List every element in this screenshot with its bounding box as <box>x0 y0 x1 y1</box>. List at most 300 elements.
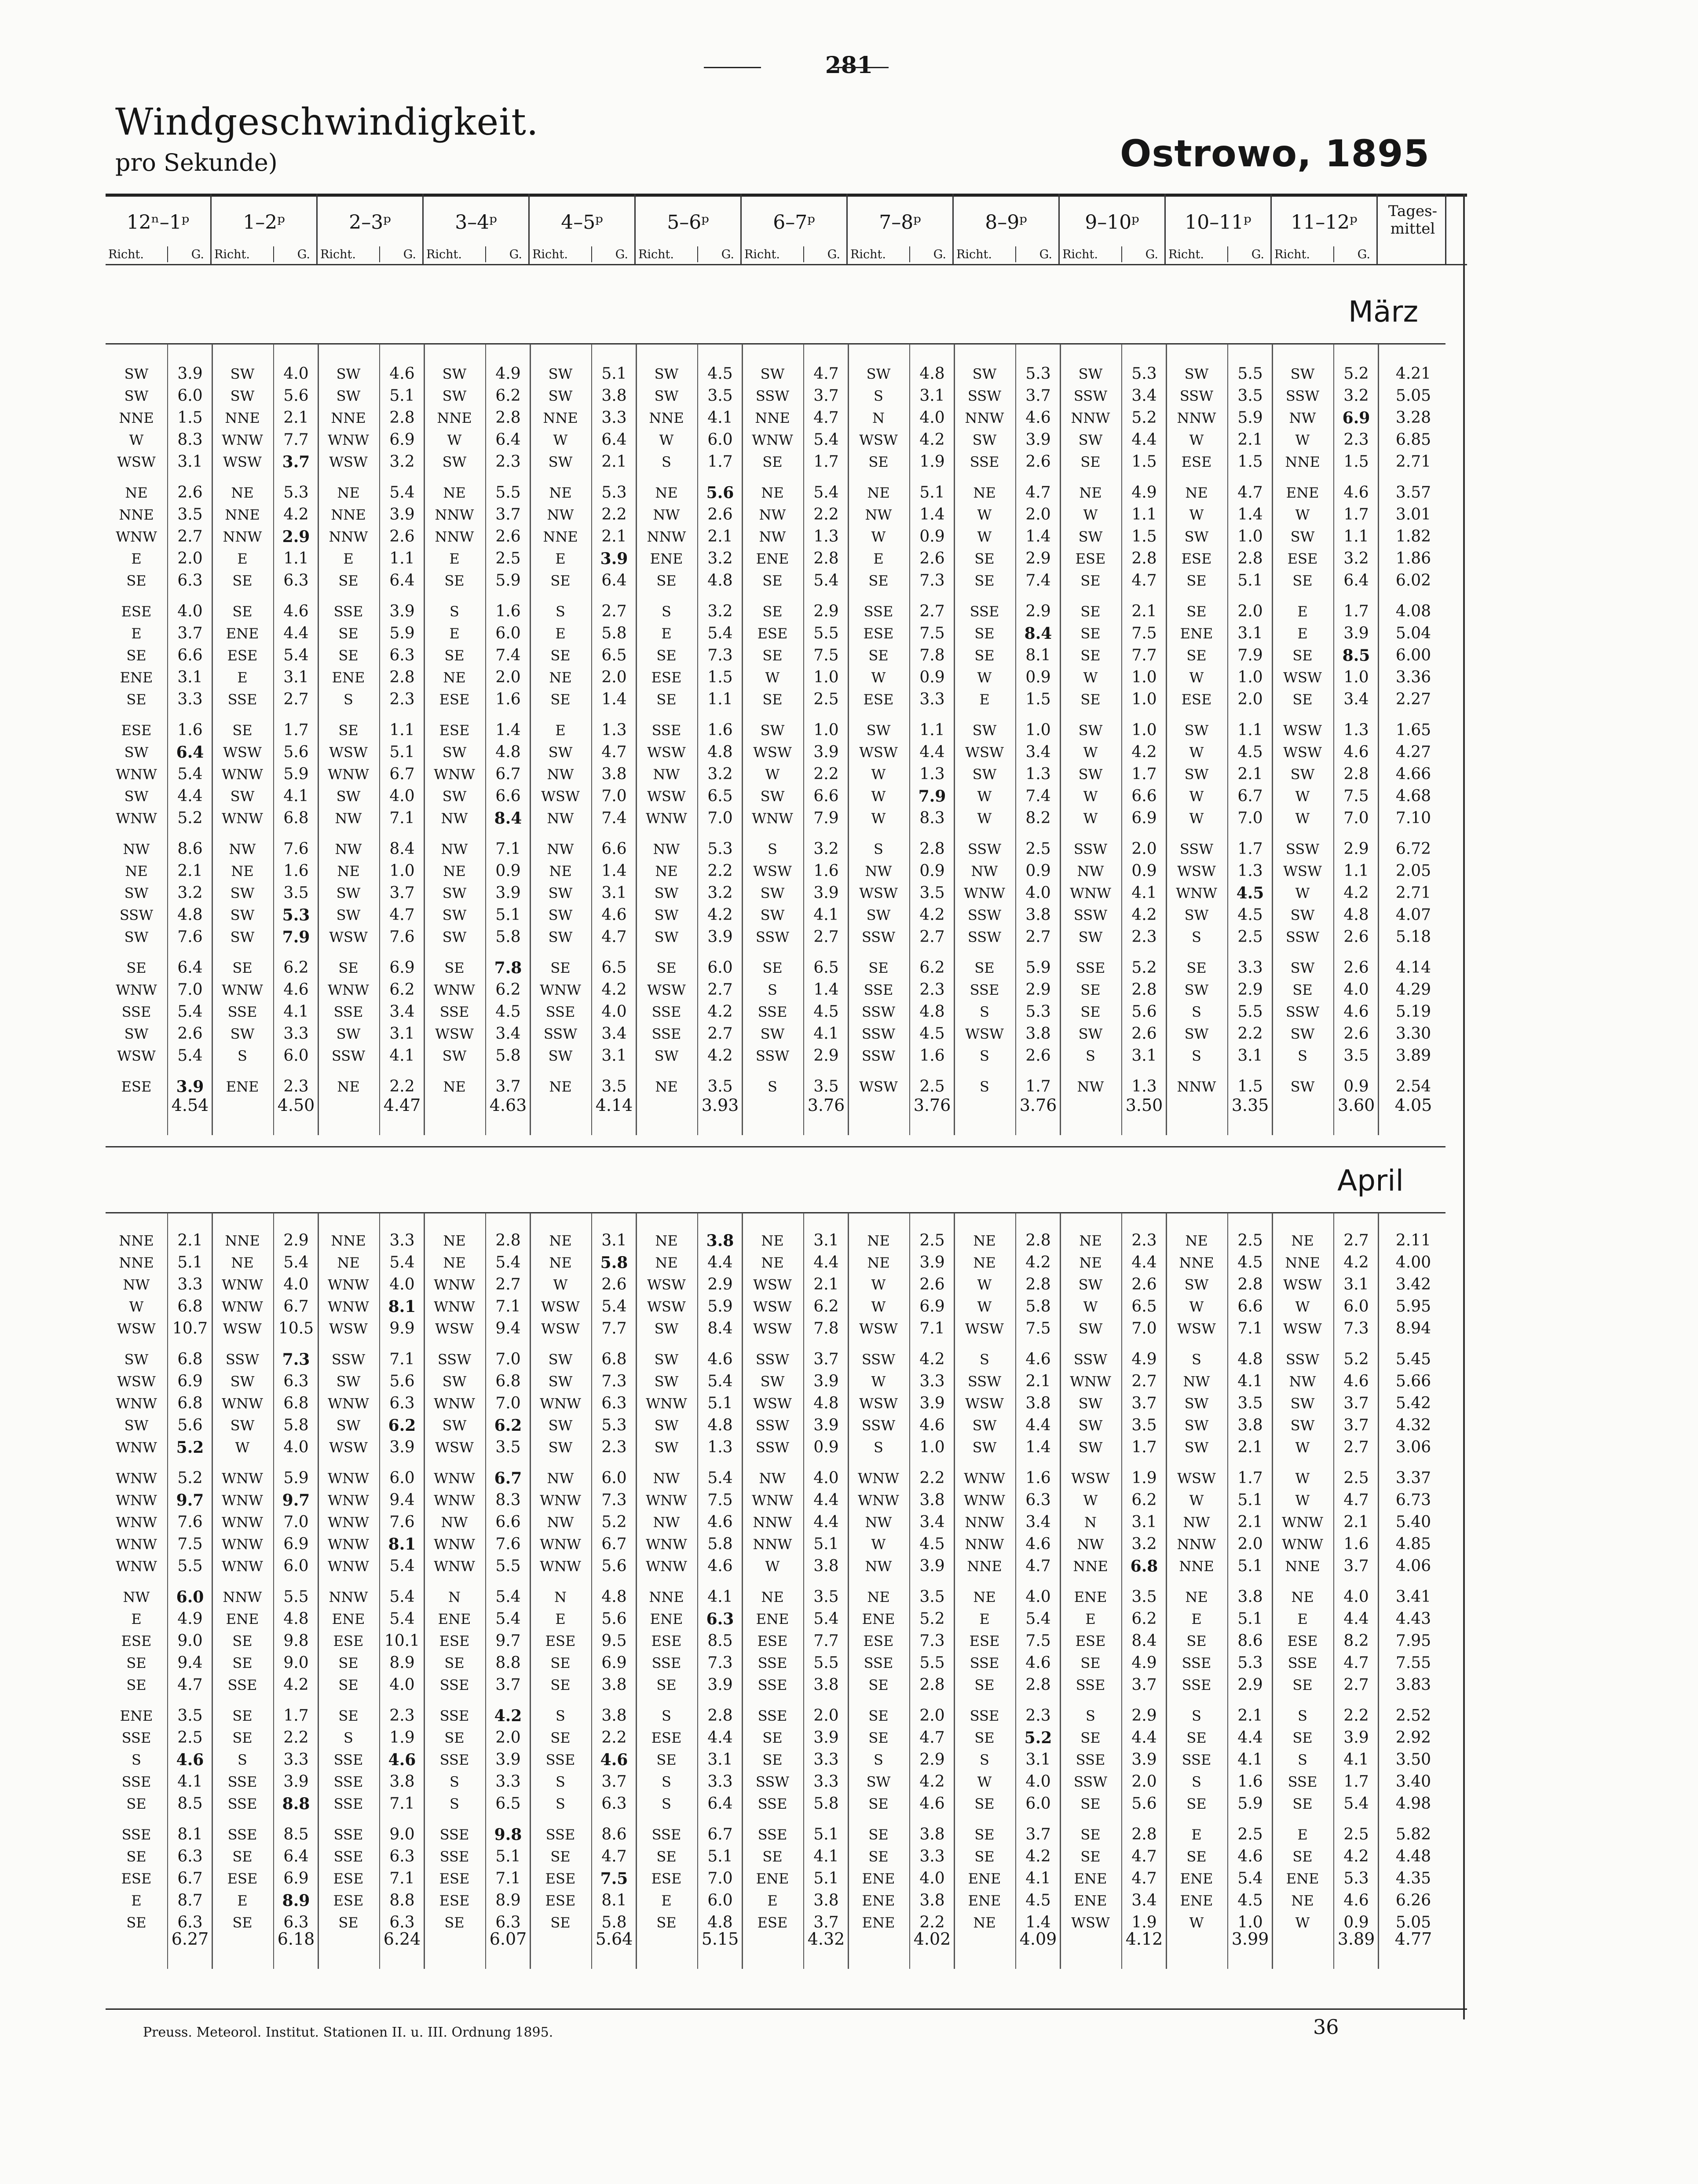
speed-cell: 3.8 <box>601 387 627 405</box>
direction-cell: SW <box>1290 1026 1315 1042</box>
speed-cell: 3.1 <box>1343 1275 1369 1294</box>
direction-cell: NNE <box>225 1232 260 1249</box>
daily-mean-cell: 4.08 <box>1395 602 1431 620</box>
direction-cell: NNE <box>967 1558 1002 1575</box>
direction-cell: E <box>131 550 142 567</box>
speed-cell: 3.1 <box>177 668 203 686</box>
speed-cell: 8.6 <box>1237 1632 1263 1650</box>
speed-cell: 6.7 <box>283 1297 309 1316</box>
speed-cell: 6.2 <box>388 1416 416 1435</box>
speed-cell: 7.5 <box>919 624 945 642</box>
speed-cell: 0.9 <box>919 862 945 880</box>
speed-cell: 8.9 <box>389 1654 415 1672</box>
direction-cell: SE <box>1292 1677 1313 1693</box>
direction-cell: S <box>238 1048 247 1064</box>
direction-cell: SSE <box>439 1752 469 1768</box>
direction-cell: SE <box>550 1655 571 1671</box>
direction-cell: SW <box>124 1351 149 1368</box>
speed-cell: 0.9 <box>1025 862 1051 880</box>
speed-cell: 5.1 <box>813 1825 839 1843</box>
direction-cell: S <box>450 603 459 620</box>
speed-cell: 6.9 <box>283 1535 309 1553</box>
speed-cell: 3.7 <box>1131 1394 1157 1412</box>
monthly-mean: 3.35 <box>1231 1096 1269 1115</box>
direction-cell: E <box>449 550 460 567</box>
speed-cell: 2.9 <box>707 1275 733 1294</box>
direction-cell: WNW <box>646 1395 687 1412</box>
speed-cell: 5.9 <box>1237 409 1263 427</box>
direction-cell: SW <box>654 366 679 382</box>
speed-cell: 2.7 <box>707 981 733 999</box>
speed-cell: 4.5 <box>1237 1253 1263 1272</box>
speed-cell: 1.4 <box>1237 506 1263 524</box>
speed-cell: 5.8 <box>813 1795 839 1813</box>
speed-cell: 3.7 <box>813 1913 839 1931</box>
daily-mean-cell: 4.29 <box>1395 981 1431 999</box>
daily-mean-cell: 1.82 <box>1395 528 1431 546</box>
direction-cell: ESE <box>545 1870 576 1887</box>
direction-cell: NNW <box>965 410 1004 426</box>
direction-cell: SSW <box>755 1774 790 1790</box>
direction-cell: WNW <box>222 1470 263 1487</box>
direction-cell: SSW <box>1179 388 1214 404</box>
speed-cell: 1.5 <box>1025 690 1051 708</box>
speed-cell: 5.5 <box>1237 365 1263 383</box>
speed-cell: 2.8 <box>1025 1275 1051 1294</box>
daily-mean-cell: 3.36 <box>1395 668 1431 686</box>
speed-cell: 5.8 <box>601 624 627 642</box>
direction-cell: NW <box>1183 1514 1210 1531</box>
speed-cell: 2.5 <box>813 690 839 708</box>
direction-cell: WNW <box>540 1558 581 1575</box>
direction-cell: SSW <box>755 1417 790 1434</box>
direction-cell: SSE <box>439 1826 469 1843</box>
speed-cell: 4.5 <box>495 1003 521 1021</box>
speed-cell: 3.9 <box>813 1372 839 1390</box>
direction-cell: SW <box>654 388 679 404</box>
period-label: 3–4ᵖ <box>455 211 497 234</box>
direction-cell: SE <box>762 1730 783 1746</box>
speed-cell: 5.9 <box>495 572 521 590</box>
speed-cell: 4.1 <box>1131 884 1157 902</box>
speed-cell: 3.9 <box>813 1729 839 1747</box>
direction-cell: SW <box>124 929 149 945</box>
direction-cell: NE <box>655 1232 678 1249</box>
speed-cell: 6.2 <box>494 1416 522 1435</box>
direction-cell: E <box>767 1892 778 1909</box>
direction-cell: NW <box>547 766 574 783</box>
header-tick <box>1121 246 1122 262</box>
speed-cell: 2.6 <box>919 550 945 568</box>
speed-cell: 6.2 <box>919 959 945 977</box>
table-frame <box>106 194 1467 2019</box>
speed-cell: 4.9 <box>177 1610 203 1628</box>
direction-cell: SW <box>1078 528 1103 545</box>
direction-cell: WNW <box>328 1395 369 1412</box>
direction-cell: SW <box>548 366 573 382</box>
direction-cell: SE <box>338 625 359 642</box>
direction-cell: ENE <box>650 1611 683 1627</box>
speed-cell: 6.9 <box>601 1654 627 1672</box>
direction-cell: SW <box>230 388 255 404</box>
speed-cell: 4.5 <box>919 1535 945 1553</box>
speed-cell: 5.4 <box>707 1469 733 1487</box>
speed-cell: 4.4 <box>1025 1416 1051 1434</box>
direction-cell: WNW <box>116 1395 157 1412</box>
direction-cell: NE <box>443 1254 466 1271</box>
monthly-mean: 5.64 <box>595 1929 633 1949</box>
speed-cell: 4.6 <box>919 1416 945 1434</box>
speed-cell: 5.5 <box>283 1588 309 1606</box>
speed-cell: 6.0 <box>1025 1795 1051 1813</box>
speed-cell: 5.2 <box>601 1513 627 1531</box>
speed-cell: 4.7 <box>1131 1869 1157 1887</box>
speed-cell: 4.8 <box>601 1588 627 1606</box>
speed-cell: 4.7 <box>1025 1557 1051 1575</box>
speed-cell: 2.1 <box>707 528 733 546</box>
speed-cell: 2.7 <box>283 690 309 708</box>
direction-cell: NW <box>547 841 574 857</box>
speed-cell: 1.6 <box>495 602 521 620</box>
speed-cell: 4.6 <box>176 1751 204 1769</box>
speed-cell: 1.0 <box>1237 528 1263 546</box>
month-title: März <box>1348 295 1419 329</box>
direction-cell: NE <box>549 863 572 879</box>
direction-cell: SW <box>230 885 255 901</box>
daily-mean-cell: 2.52 <box>1395 1707 1431 1725</box>
speed-cell: 2.8 <box>813 550 839 568</box>
speed-cell: 10.1 <box>384 1632 420 1650</box>
daily-mean-cell: 3.42 <box>1395 1275 1431 1294</box>
direction-cell: WNW <box>328 432 369 448</box>
speed-cell: 1.4 <box>813 981 839 999</box>
speed-cell: 1.7 <box>283 1707 309 1725</box>
speed-cell: 6.0 <box>1343 1297 1369 1316</box>
speed-cell: 2.2 <box>283 1729 309 1747</box>
speed-cell: 4.0 <box>813 1469 839 1487</box>
speed-cell: 4.2 <box>1343 884 1369 902</box>
direction-cell: SE <box>550 691 571 708</box>
speed-cell: 3.1 <box>283 668 309 686</box>
direction-cell: SW <box>972 722 997 739</box>
direction-cell: SW <box>548 907 573 923</box>
direction-cell: E <box>661 1892 672 1909</box>
direction-cell: SSW <box>1285 1004 1320 1020</box>
direction-cell: S <box>1192 1004 1201 1020</box>
daily-mean-cell: 5.66 <box>1395 1372 1431 1390</box>
speed-cell: 4.7 <box>1343 1654 1369 1672</box>
speed-cell: 5.1 <box>177 1253 203 1272</box>
speed-cell: 6.2 <box>389 981 415 999</box>
direction-cell: WNW <box>964 1470 1005 1487</box>
speed-cell: 6.8 <box>177 1297 203 1316</box>
header-tick <box>591 246 592 262</box>
speed-cell: 2.9 <box>1343 840 1369 858</box>
direction-cell: NE <box>443 1232 466 1249</box>
direction-cell: NE <box>231 863 254 879</box>
daily-mean-cell: 3.37 <box>1395 1469 1431 1487</box>
speed-cell: 5.4 <box>389 1253 415 1272</box>
direction-cell: NNW <box>965 1514 1004 1531</box>
direction-cell: ESE <box>757 625 788 642</box>
speed-cell: 3.2 <box>707 765 733 783</box>
speed-cell: 9.9 <box>389 1319 415 1338</box>
direction-cell: W <box>871 669 886 686</box>
speed-cell: 4.6 <box>1343 743 1369 761</box>
speed-cell: 5.5 <box>919 1654 945 1672</box>
direction-cell: WNW <box>328 1536 369 1553</box>
direction-cell: NNW <box>1071 410 1110 426</box>
speed-cell: 7.1 <box>495 1869 521 1887</box>
speed-cell: 2.0 <box>813 1707 839 1725</box>
direction-cell: SW <box>548 1417 573 1434</box>
direction-cell: SW <box>1078 929 1103 945</box>
direction-cell: WNW <box>116 1492 157 1509</box>
direction-cell: S <box>556 1774 565 1790</box>
direction-cell: WSW <box>859 1320 898 1337</box>
monthly-mean: 4.09 <box>1019 1929 1057 1949</box>
monthly-mean: 4.77 <box>1394 1929 1432 1949</box>
direction-cell: SE <box>1292 982 1313 998</box>
direction-cell: SE <box>444 572 465 589</box>
direction-cell: SSE <box>333 603 363 620</box>
column-rule <box>1378 1213 1379 1969</box>
speed-cell: 5.1 <box>1237 1491 1263 1509</box>
speed-cell: 2.9 <box>283 1231 309 1250</box>
monthly-mean: 3.99 <box>1231 1929 1269 1949</box>
direction-cell: NW <box>441 1514 468 1531</box>
direction-cell: SE <box>1080 1655 1101 1671</box>
period-label: 2–3ᵖ <box>349 211 391 234</box>
speed-cell: 4.6 <box>707 1350 733 1368</box>
direction-cell: NE <box>761 1232 784 1249</box>
speed-cell: 5.4 <box>283 646 309 664</box>
speed-cell: 5.5 <box>495 484 521 502</box>
speed-cell: 2.0 <box>495 668 521 686</box>
direction-cell: ENE <box>438 1611 471 1627</box>
speed-cell: 7.6 <box>495 1535 521 1553</box>
direction-cell: E <box>131 1611 142 1627</box>
speed-cell: 6.3 <box>283 572 309 590</box>
direction-cell: ESE <box>1287 550 1318 567</box>
direction-cell: W <box>1295 1470 1310 1487</box>
direction-cell: ESE <box>863 625 894 642</box>
direction-cell: WSW <box>1283 1320 1322 1337</box>
daily-mean-cell: 5.82 <box>1395 1825 1431 1843</box>
direction-cell: SE <box>868 1708 889 1724</box>
direction-cell: E <box>131 625 142 642</box>
direction-cell: SW <box>866 1774 891 1790</box>
speed-cell: 8.1 <box>601 1891 627 1909</box>
speed-cell: 6.3 <box>177 572 203 590</box>
direction-cell: SW <box>1078 366 1103 382</box>
direction-cell: S <box>662 454 671 470</box>
direction-cell: SW <box>1078 1439 1103 1456</box>
table-bottom-rule <box>106 2008 1467 2010</box>
speed-cell: 7.1 <box>495 840 521 858</box>
daily-mean-cell: 2.92 <box>1395 1729 1431 1747</box>
direction-cell: SE <box>656 1752 677 1768</box>
speed-cell: 4.2 <box>707 1047 733 1065</box>
speed-cell: 1.7 <box>1237 1469 1263 1487</box>
direction-cell: SSE <box>970 603 999 620</box>
direction-cell: W <box>977 669 992 686</box>
direction-cell: SW <box>1184 1439 1209 1456</box>
daily-mean-cell: 1.65 <box>1395 721 1431 739</box>
direction-cell: SE <box>338 1677 359 1693</box>
header-tick <box>485 246 486 262</box>
daily-mean-cell: 6.02 <box>1395 572 1431 590</box>
speed-cell: 2.5 <box>1025 840 1051 858</box>
direction-cell: SE <box>338 1708 359 1724</box>
speed-cell: 3.5 <box>813 1588 839 1606</box>
direction-cell: ESE <box>969 1633 1000 1649</box>
speed-cell: 3.4 <box>1343 690 1369 708</box>
direction-cell: NNE <box>1285 1254 1320 1271</box>
speed-cell: 7.7 <box>283 431 309 449</box>
direction-cell: WNW <box>646 1558 687 1575</box>
speed-cell: 2.6 <box>177 484 203 502</box>
direction-cell: SE <box>974 1677 995 1693</box>
speed-cell: 6.9 <box>1131 809 1157 827</box>
direction-cell: S <box>874 388 883 404</box>
speed-cell: 7.0 <box>495 1350 521 1368</box>
speed-cell: 4.2 <box>601 981 627 999</box>
speed-cell: 6.9 <box>177 1372 203 1390</box>
direction-cell: WNW <box>116 1536 157 1553</box>
direction-cell: SE <box>974 1848 995 1865</box>
direction-cell: S <box>1298 1708 1307 1724</box>
direction-cell: WNW <box>328 982 369 998</box>
direction-cell: NW <box>653 1514 680 1531</box>
speed-cell: 0.9 <box>919 668 945 686</box>
speed-cell: 2.9 <box>813 1047 839 1065</box>
direction-cell: SSW <box>1073 1774 1108 1790</box>
speed-cell: 4.1 <box>813 1847 839 1865</box>
direction-cell: SW <box>124 1026 149 1042</box>
direction-cell: W <box>977 506 992 523</box>
speed-cell: 2.7 <box>1343 1231 1369 1250</box>
speed-cell: 4.2 <box>1131 743 1157 761</box>
speed-cell: 7.9 <box>918 787 946 806</box>
speed-cell: 2.7 <box>601 602 627 620</box>
daily-mean-cell: 2.71 <box>1395 884 1431 902</box>
speed-cell: 4.8 <box>707 743 733 761</box>
speed-cell: 1.0 <box>1131 668 1157 686</box>
speed-cell: 6.4 <box>1343 572 1369 590</box>
speed-cell: 6.3 <box>177 1847 203 1865</box>
direction-cell: SE <box>1080 647 1101 664</box>
direction-cell: SSE <box>545 1752 575 1768</box>
speed-cell: 7.1 <box>389 1350 415 1368</box>
speed-cell: 8.7 <box>177 1891 203 1909</box>
direction-cell: WSW <box>329 1320 368 1337</box>
direction-cell: SSE <box>970 1708 999 1724</box>
speed-cell: 3.8 <box>601 1676 627 1694</box>
direction-cell: S <box>1192 929 1201 945</box>
speed-cell: 1.1 <box>283 550 309 568</box>
speed-cell: 6.7 <box>494 1469 522 1488</box>
direction-cell: SSE <box>227 1826 257 1843</box>
speed-cell: 7.4 <box>1025 572 1051 590</box>
speed-cell: 2.9 <box>1025 550 1051 568</box>
direction-cell: WNW <box>752 810 793 827</box>
speed-cell: 3.8 <box>389 1773 415 1791</box>
direction-cell: WSW <box>223 454 262 470</box>
daily-mean-cell: 6.00 <box>1395 646 1431 664</box>
direction-cell: WSW <box>1071 1470 1110 1487</box>
column-rule <box>1227 1213 1228 1969</box>
period-header <box>1166 194 1272 264</box>
column-rule <box>1227 344 1228 1135</box>
direction-cell: SE <box>444 1730 465 1746</box>
direction-cell: NE <box>1291 1232 1314 1249</box>
column-rule <box>379 1213 380 1969</box>
direction-cell: SW <box>1184 366 1209 382</box>
direction-cell: ENE <box>1180 1870 1213 1887</box>
speed-cell: 4.6 <box>1343 1372 1369 1390</box>
direction-cell: SW <box>866 366 891 382</box>
period-header <box>848 194 954 264</box>
richt-label: Richt. <box>532 248 568 261</box>
header-tick <box>379 246 380 262</box>
speed-cell: 5.9 <box>283 765 309 783</box>
daily-mean-cell: 2.54 <box>1395 1077 1431 1096</box>
speed-cell: 6.8 <box>495 1372 521 1390</box>
direction-cell: WSW <box>329 1439 368 1456</box>
direction-cell: SW <box>654 907 679 923</box>
speed-cell: 3.3 <box>813 1751 839 1769</box>
speed-cell: 1.3 <box>1343 721 1369 739</box>
speed-cell: 6.4 <box>707 1795 733 1813</box>
speed-cell: 7.1 <box>389 1795 415 1813</box>
speed-cell: 6.8 <box>177 1394 203 1412</box>
direction-cell: SSW <box>967 388 1002 404</box>
speed-cell: 2.5 <box>919 1231 945 1250</box>
speed-cell: 2.7 <box>1343 1438 1369 1456</box>
speed-cell: 6.7 <box>707 1825 733 1843</box>
direction-cell: SE <box>762 647 783 664</box>
direction-cell: W <box>871 1298 886 1315</box>
direction-cell: ENE <box>756 1870 789 1887</box>
speed-cell: 1.0 <box>813 721 839 739</box>
speed-cell: 4.1 <box>389 1047 415 1065</box>
speed-cell: 3.5 <box>707 387 733 405</box>
direction-cell: SW <box>760 907 785 923</box>
direction-cell: SSE <box>1076 1752 1105 1768</box>
speed-cell: 3.4 <box>1131 387 1157 405</box>
direction-cell: SSE <box>651 722 681 739</box>
direction-cell: NW <box>865 1558 892 1575</box>
speed-cell: 4.7 <box>1131 1847 1157 1865</box>
speed-cell: 4.4 <box>1237 1729 1263 1747</box>
speed-cell: 6.6 <box>813 787 839 805</box>
direction-cell: SW <box>654 1373 679 1390</box>
speed-cell: 6.9 <box>389 959 415 977</box>
speed-cell: 1.5 <box>1131 528 1157 546</box>
monthly-mean: 6.24 <box>383 1929 421 1949</box>
speed-cell: 3.2 <box>813 840 839 858</box>
direction-cell: NNE <box>225 410 260 426</box>
speed-cell: 8.1 <box>177 1825 203 1843</box>
speed-cell: 8.3 <box>177 431 203 449</box>
speed-cell: 3.3 <box>495 1773 521 1791</box>
direction-cell: SSE <box>227 1004 257 1020</box>
direction-cell: NW <box>759 528 786 545</box>
speed-cell: 4.6 <box>600 1751 628 1769</box>
direction-cell: ENE <box>1286 1870 1319 1887</box>
speed-cell: 3.7 <box>601 1773 627 1791</box>
